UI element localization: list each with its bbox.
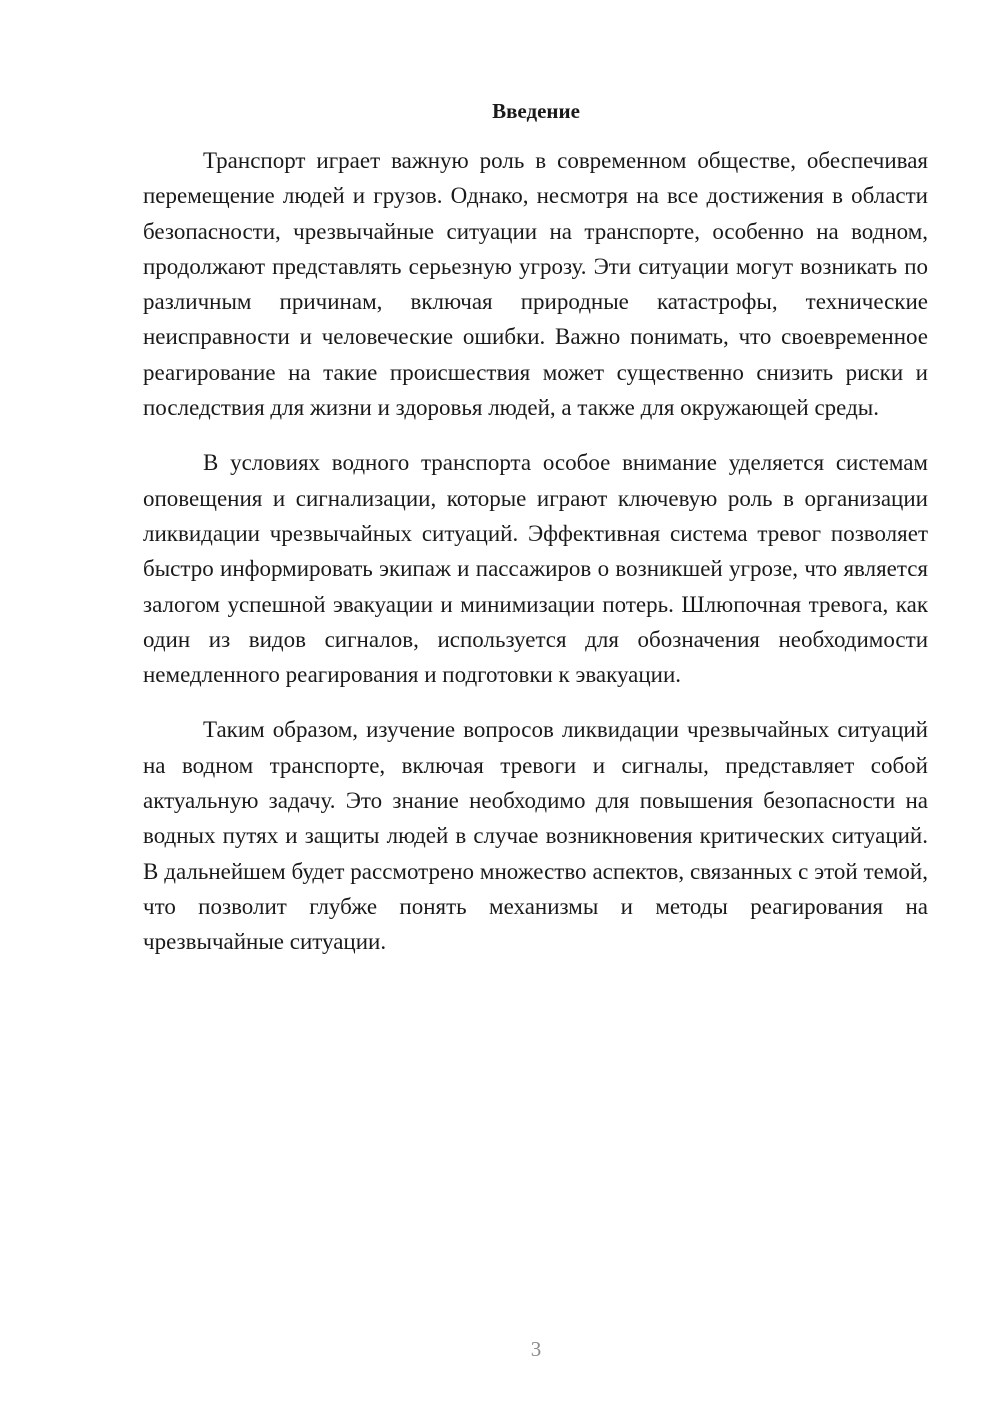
- paragraph-2: В условиях водного транспорта особое внимание уделяется системам оповещения и сигнализации, которые играют ключевую роль в организации ликвидации чрезвычайных ситуаций. Эффективная система тревог позволяет быстро информировать экипаж и пассажиров о возникшей угрозе, что является залогом успешной эвакуации и минимизации потерь. Шлюпочная тревога, как один из видов сигналов, используется для обозначения необходимости немедленного реагирования и подготовки к эвакуации.: [143, 450, 928, 688]
- section-title: Введение: [492, 99, 580, 123]
- paragraph-1: Транспорт играет важную роль в современном обществе, обеспечивая перемещение людей и грузов. Однако, несмотря на все достижения в области безопасности, чрезвычайные ситуации на транспорте, особенно на водном, продолжают представлять серьезную угрозу. Эти ситуации могут возникать по различным причинам, включая природные катастрофы, технические неисправности и человеческие ошибки. Важно понимать, что своевременное реагирование на такие происшествия может существенно снизить риски и последствия для жизни и здоровья людей, а также для окружающей среды.: [143, 148, 928, 421]
- page-number: 3: [530, 1337, 542, 1361]
- body-text: [143, 143, 928, 980]
- paragraph-3: Таким образом, изучение вопросов ликвидации чрезвычайных ситуаций на водном транспорте, включая тревоги и сигналы, представляет собой актуальную задачу. Это знание необходимо для повышения безопасности на водных путях и защиты людей в случае возникновения критических ситуаций. В дальнейшем будет рассмотрено множество аспектов, связанных с этой темой, что позволит глубже понять механизмы и методы реагирования на чрезвычайные ситуации.: [143, 717, 928, 955]
